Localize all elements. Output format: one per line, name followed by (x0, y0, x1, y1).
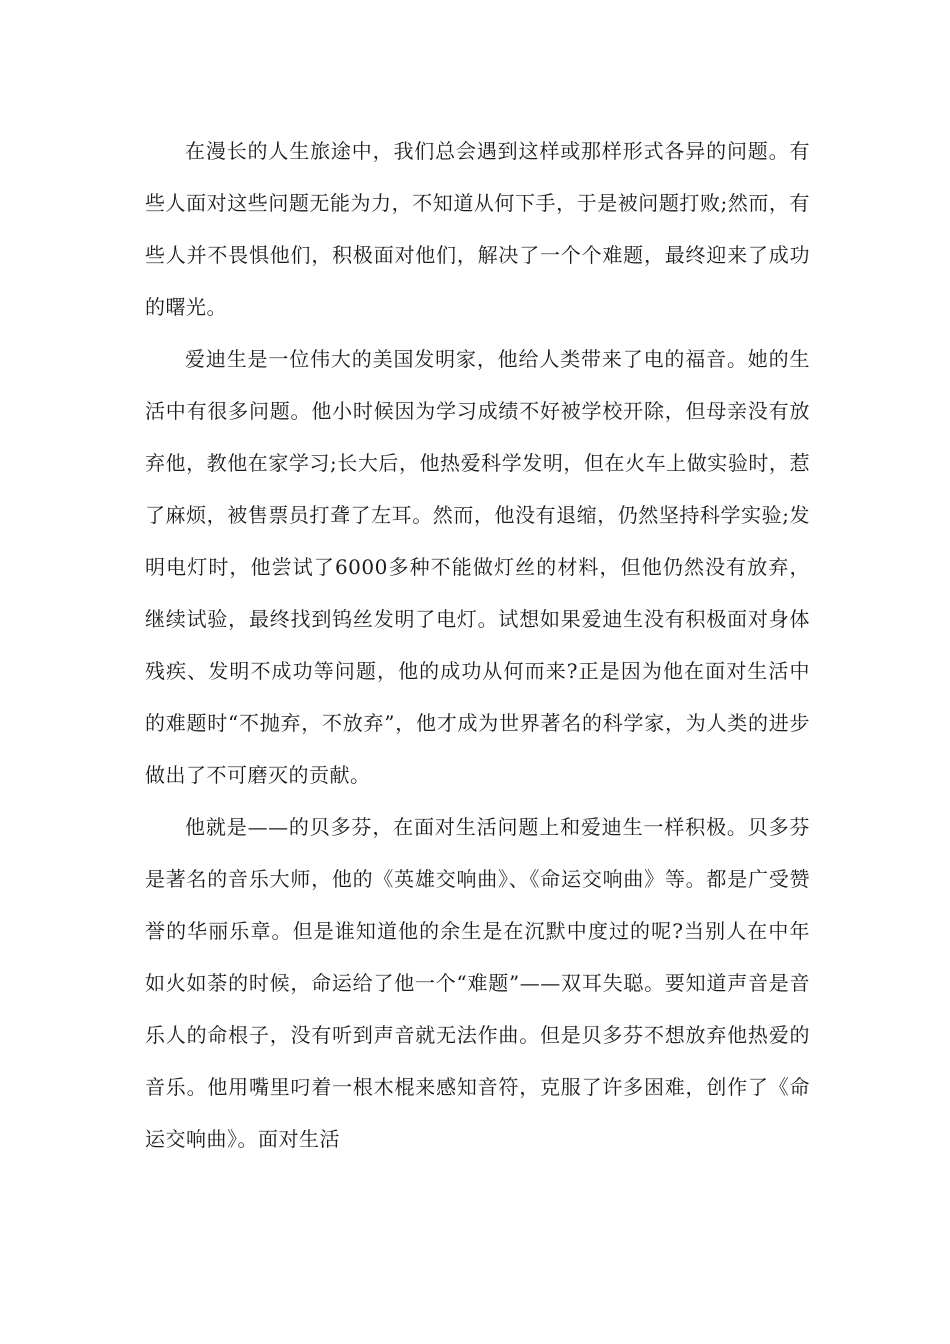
document-body (145, 125, 810, 1165)
paragraph-edison: 爱迪生是一位伟大的美国发明家，他给人类带来了电的福音。她的生活中有很多问题。他小时候因为学习成绩不好被学校开除，但母亲没有放弃他，教他在家学习;长大后，他热爱科学发明，但在火车上做实验时，惹了麻烦，被售票员打聋了左耳。然而，他没有退缩，仍然坚持科学实验;发明电灯时，他尝试了6000多种不能做灯丝的材料，但他仍然没有放弃，继续试验，最终找到钨丝发明了电灯。试想如果爱迪生没有积极面对身体残疾、发明不成功等问题，他的成功从何而来?正是因为他在面对生活中的难题时“不抛弃，不放弃”，他才成为世界著名的科学家，为人类的进步做出了不可磨灭的贡献。 (145, 347, 810, 787)
paragraph-beethoven: 他就是——的贝多芬，在面对生活问题上和爱迪生一样积极。贝多芬是著名的音乐大师，他的《英雄交响曲》、《命运交响曲》等。都是广受赞誉的华丽乐章。但是谁知道他的余生是在沉默中度过的呢?当别人在中年如火如荼的时候，命运给了他一个“难题”——双耳失聪。要知道声音是音乐人的命根子，没有听到声音就无法作曲。但是贝多芬不想放弃他热爱的音乐。他用嘴里叼着一根木棍来感知音符，克服了许多困难，创作了《命运交响曲》。面对生活 (145, 815, 810, 1151)
paragraph-intro: 在漫长的人生旅途中，我们总会遇到这样或那样形式各异的问题。有些人面对这些问题无能为力，不知道从何下手，于是被问题打败;然而，有些人并不畏惧他们，积极面对他们，解决了一个个难题，最终迎来了成功的曙光。 (145, 139, 810, 319)
